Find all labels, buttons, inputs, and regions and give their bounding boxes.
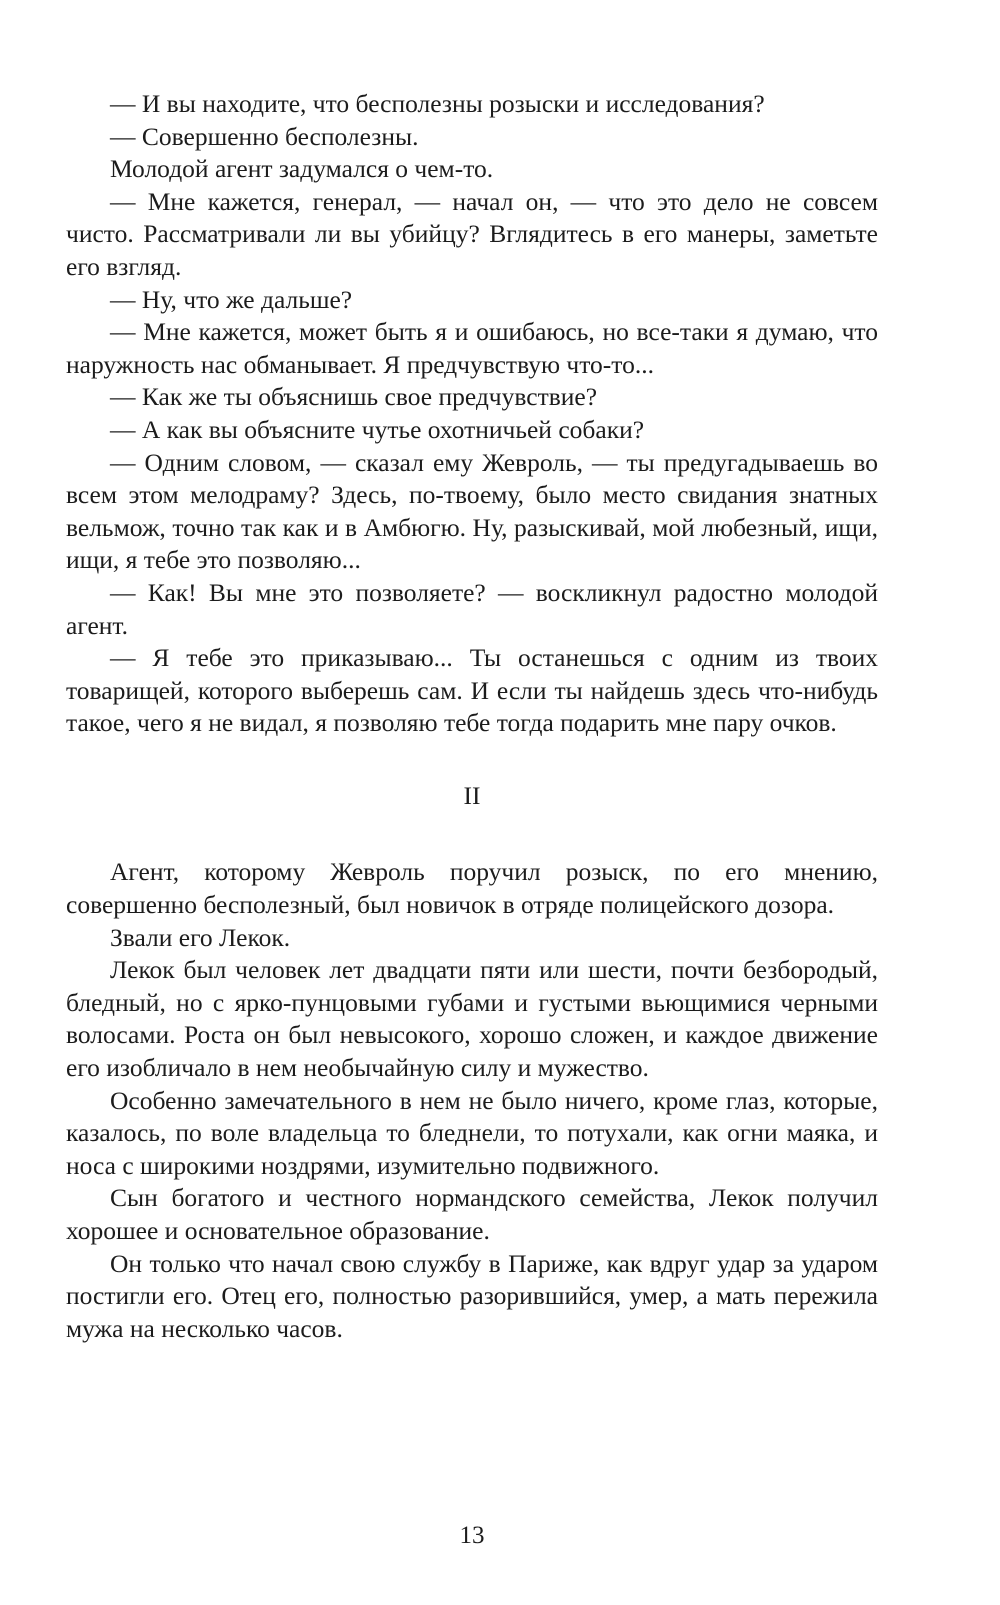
paragraph: Лекок был человек лет двадцати пяти или шести, почти безбородый, бледный, но с ярко-пунцовыми губами и густыми вьющимися черными волосами. Роста он был невысокого, хорошо сложен, и каждое движение его изобличало в нем необычайную силу и мужество. (66, 955, 878, 1083)
paragraph: — Как! Вы мне это позволяете? — воскликнул радостно молодой агент. (66, 577, 878, 640)
paragraph: — Ну, что же дальше? (110, 284, 353, 314)
paragraph: Молодой агент задумался о чем-то. (110, 154, 494, 184)
paragraph: Агент, которому Жевроль поручил розыск, по его мнению, совершенно бесполезный, был новичок в отряде полицейского дозора. (66, 857, 878, 920)
paragraph: — Совершенно бесполезны. (110, 121, 419, 151)
paragraph: Звали его Лекок. (110, 922, 291, 952)
paragraph: Сын богатого и честного нормандского семейства, Лекок получил хорошее и основательное образование. (66, 1183, 878, 1245)
paragraph: — И вы находите, что бесполезны розыски и исследования? (110, 89, 765, 118)
paragraph: Особенно замечательного в нем не было ничего, кроме глаз, которые, казалось, по воле владельца то бледнели, то потухали, как огни маяка, и носа с широкими ноздрями, изумительно подвижного. (66, 1085, 878, 1180)
paragraph: — Как же ты объяснишь свое предчувствие? (110, 382, 598, 412)
paragraph: — Мне кажется, генерал, — начал он, — что это дело не совсем чисто. Рассматривали ли вы убийцу? Вглядитесь в его манеры, заметьте его взгляд. (66, 186, 878, 281)
page-number: 13 (459, 1522, 485, 1549)
paragraph: — Я тебе это приказываю... Ты останешься с одним из твоих товарищей, которого выберешь сам. И если ты найдешь здесь что-нибудь такое, чего я не видал, я позволяю тебе тогда подарить мне пару очков. (66, 643, 878, 738)
chapter-heading: II (463, 780, 481, 810)
paragraph: — Мне кажется, может быть я и ошибаюсь, но все-таки я думаю, что наружность нас обманывает. Я предчувствую что-то... (66, 317, 878, 379)
page-body (66, 88, 878, 1345)
paragraph: Он только что начал свою службу в Париже, как вдруг удар за ударом постигли его. Отец его, полностью разорившийся, умер, а мать пережила мужа на несколько часов. (66, 1248, 878, 1343)
paragraph: — Одним словом, — сказал ему Жевроль, — ты предугадываешь во всем этом мелодраму? Здесь, по-твоему, было место свидания знатных вельмож, точно так как и в Амбюгю. Ну, разыскивай, мой любезный, ищи, ищи, я тебе это позволяю... (66, 447, 878, 575)
text-block-2 (66, 856, 878, 1345)
paragraph: — А как вы объясните чутье охотничьей собаки? (110, 414, 645, 444)
text-block-1 (66, 88, 878, 740)
